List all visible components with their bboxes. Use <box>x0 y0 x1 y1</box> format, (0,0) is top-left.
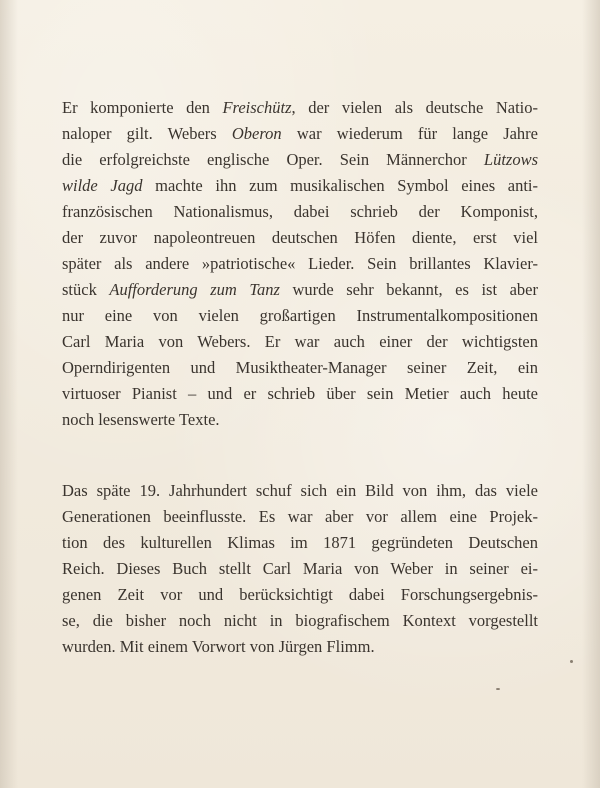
text-line <box>62 355 538 381</box>
text-segment: naloper gilt. Webers <box>62 124 232 143</box>
text-line <box>62 95 538 121</box>
text-line: Reich. Dieses Buch stellt Carl Maria von Weber in seiner ei- <box>62 559 538 578</box>
italic-title: Lützows <box>483 150 538 169</box>
text-segment: wurde sehr bekannt, es ist aber <box>279 280 538 299</box>
text-line <box>62 381 538 407</box>
text-line <box>62 329 538 355</box>
text-line <box>62 251 538 277</box>
dust-speck <box>570 660 573 663</box>
blurb-paragraph-2 <box>62 478 538 660</box>
text-line: tion des kulturellen Klimas im 1871 gegründeten Deutschen <box>62 533 538 552</box>
shrink-wrap-edge-right <box>582 0 600 788</box>
text-segment: virtuoser Pianist – und er schrieb über sein Metier auch heute <box>62 384 538 403</box>
text-segment: Er komponierte den <box>62 98 223 117</box>
text-line: genen Zeit vor und berücksichtigt dabei Forschungsergebnis- <box>62 585 538 604</box>
text-line <box>62 407 538 433</box>
text-segment: später als andere »patriotische« Lieder. Sein brillantes Klavier- <box>62 254 538 273</box>
text-line: Das späte 19. Jahrhundert schuf sich ein Bild von ihm, das viele <box>62 481 538 500</box>
text-line <box>62 121 538 147</box>
text-segment: noch lesenswerte Texte. <box>62 410 220 429</box>
text-line <box>62 303 538 329</box>
text-segment: die erfolgreichste englische Oper. Sein Männerchor <box>62 150 484 169</box>
text-line <box>62 173 538 199</box>
text-line: se, die bisher noch nicht in biografischem Kontext vorgestellt <box>62 611 538 630</box>
text-line <box>62 199 538 225</box>
text-line: wurden. Mit einem Vorwort von Jürgen Flimm. <box>62 637 375 656</box>
text-line <box>62 225 538 251</box>
text-segment: Carl Maria von Webers. Er war auch einer der wichtigsten <box>62 332 538 351</box>
text-line: Generationen beeinflusste. Es war aber vor allem eine Projek- <box>62 507 538 526</box>
italic-title: Oberon <box>231 124 282 143</box>
text-segment: der zuvor napoleontreuen deutschen Höfen diente, erst viel <box>62 228 538 247</box>
text-segment: nur eine von vielen großartigen Instrumentalkompositionen <box>62 306 538 325</box>
text-segment: , der vielen als deutsche Natio- <box>291 98 539 117</box>
italic-title: Aufforderung zum Tanz <box>109 280 280 299</box>
text-segment: machte ihn zum musikalischen Symbol eines anti- <box>142 176 538 195</box>
shrink-wrap-edge-left <box>0 0 18 788</box>
italic-title: Freischütz <box>222 98 292 117</box>
text-segment: stück <box>62 280 110 299</box>
text-segment: war wiederum für lange Jahre <box>281 124 539 143</box>
dust-speck <box>496 688 500 690</box>
blurb-paragraph-1 <box>62 95 538 433</box>
text-line <box>62 277 538 303</box>
italic-title: wilde Jagd <box>62 176 143 195</box>
text-segment: französischen Nationalismus, dabei schrieb der Komponist, <box>62 202 538 221</box>
text-segment: Operndirigenten und Musiktheater-Manager seiner Zeit, ein <box>62 358 538 377</box>
text-line <box>62 147 538 173</box>
